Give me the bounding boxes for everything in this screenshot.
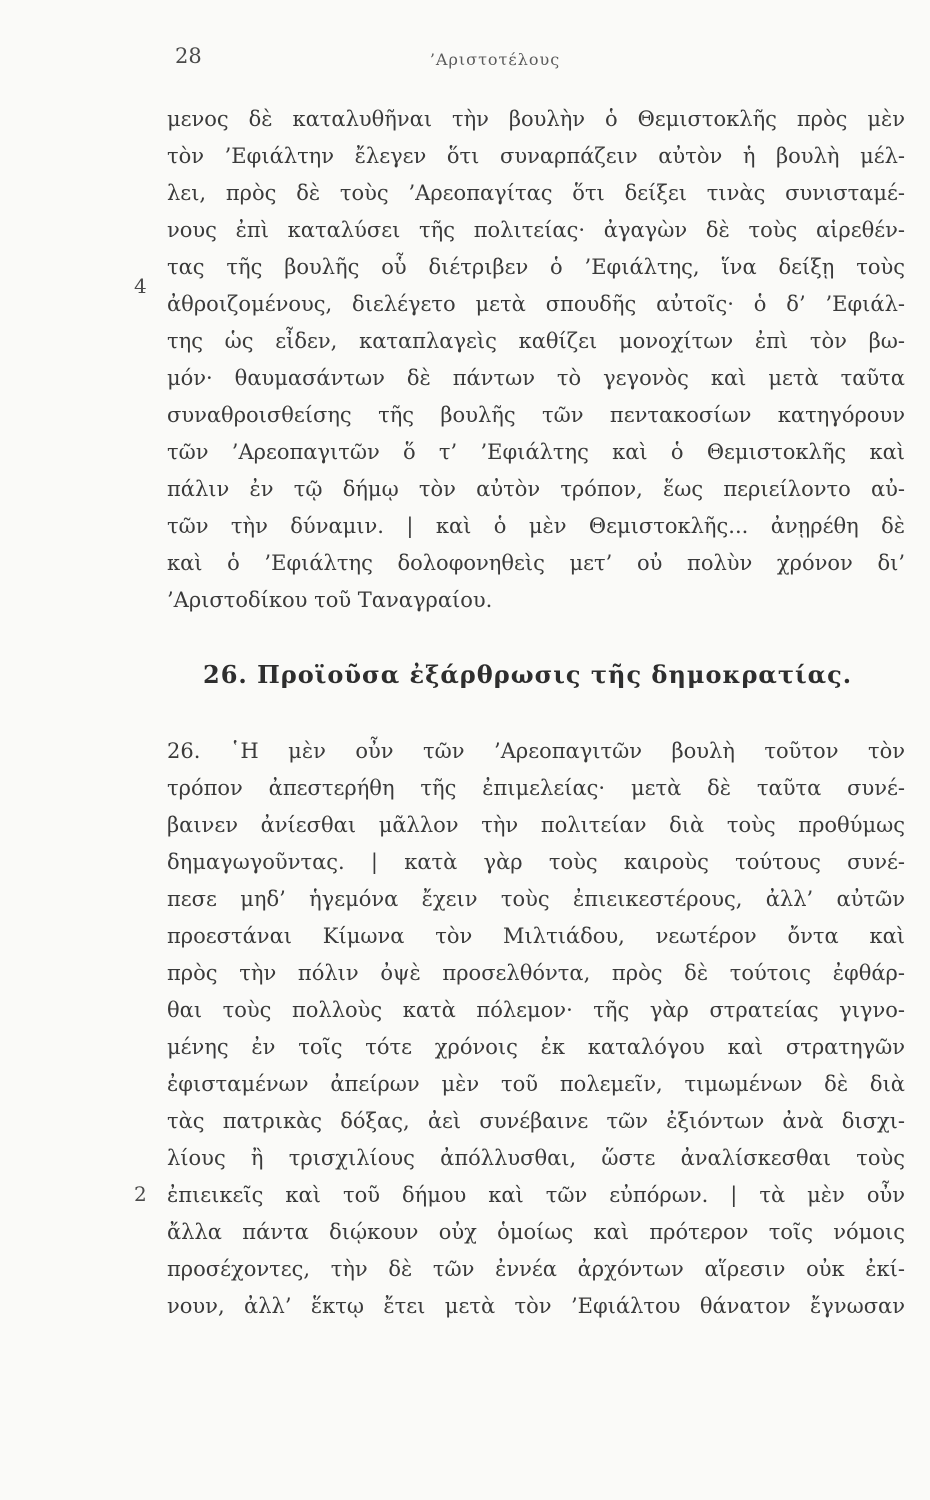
text-line: δημαγωγοῦντας. | κατὰ γὰρ τοὺς καιροὺς τούτους συνέ- [167, 850, 905, 874]
running-head: ’Αριστοτέλους [429, 50, 561, 69]
text-line: μένης ἐν τοῖς τότε χρόνοις ἐκ καταλόγου καὶ στρατηγῶν [167, 1035, 905, 1059]
text-line: τρόπον ἀπεστερήθη τῆς ἐπιμελείας· μετὰ δὲ ταῦτα συνέ- [167, 776, 905, 800]
text-line: τας τῆς βουλῆς οὗ διέτριβεν ὁ ’Εφιάλτης, ἵνα δείξῃ τοὺς [167, 255, 905, 279]
text-line: προσέχοντες, τὴν δὲ τῶν ἐννέα ἀρχόντων αἵρεσιν οὐκ ἐκί- [167, 1257, 905, 1281]
section-heading: 26. Προϊοῦσα ἐξάρθρωσις τῆς δημοκρατίας. [203, 660, 853, 689]
text-line: ἐφισταμένων ἀπείρων μὲν τοῦ πολεμεῖν, τιμωμένων δὲ διὰ [167, 1072, 905, 1096]
text-line: ἀθροιζομένους, διελέγετο μετὰ σπουδῆς αὐτοῖς· ὁ δ’ ’Εφιάλ- [167, 292, 905, 316]
text-line: νουν, ἀλλ’ ἕκτῳ ἔτει μετὰ τὸν ’Εφιάλτου θάνατον ἔγνωσαν [167, 1294, 905, 1318]
text-line: πρὸς τὴν πόλιν ὀψὲ προσελθόντα, πρὸς δὲ τούτοις ἐφθάρ- [167, 961, 905, 985]
text-line: προεστάναι Κίμωνα τὸν Μιλτιάδου, νεωτέρον ὄντα καὶ [167, 924, 905, 948]
text-line: πεσε μηδ’ ἡγεμόνα ἔχειν τοὺς ἐπιεικεστέρους, ἀλλ’ αὐτῶν [167, 887, 905, 911]
margin-line-number: 2 [134, 1182, 147, 1206]
text-line: μόν· θαυμασάντων δὲ πάντων τὸ γεγονὸς καὶ μετὰ ταῦτα [167, 366, 905, 390]
text-line: καὶ ὁ ’Εφιάλτης δολοφονηθεὶς μετ’ οὐ πολὺν χρόνον δι’ [167, 551, 905, 575]
text-line: θαι τοὺς πολλοὺς κατὰ πόλεμον· τῆς γὰρ στρατείας γιγνο- [167, 998, 905, 1022]
text-line: τῶν τὴν δύναμιν. | καὶ ὁ μὲν Θεμιστοκλῆς... ἀνῃρέθη δὲ [167, 514, 905, 538]
margin-line-number: 4 [134, 274, 147, 298]
text-line: νους ἐπὶ καταλύσει τῆς πολιτείας· ἀγαγὼν δὲ τοὺς αἱρεθέν- [167, 218, 905, 242]
text-line: λίους ἢ τρισχιλίους ἀπόλλυσθαι, ὥστε ἀναλίσκεσθαι τοὺς [167, 1146, 905, 1170]
text-line: ἐπιεικεῖς καὶ τοῦ δήμου καὶ τῶν εὐπόρων. | τὰ μὲν οὖν [167, 1183, 905, 1207]
text-line: λει, πρὸς δὲ τοὺς ’Αρεοπαγίτας ὅτι δείξει τινὰς συνισταμέ- [167, 181, 905, 205]
text-line: ἄλλα πάντα διῴκουν οὐχ ὁμοίως καὶ πρότερον τοῖς νόμοις [167, 1220, 905, 1244]
text-line: τῶν ’Αρεοπαγιτῶν ὅ τ’ ’Εφιάλτης καὶ ὁ Θεμιστοκλῆς καὶ [167, 440, 905, 464]
text-line: τὰς πατρικὰς δόξας, ἀεὶ συνέβαινε τῶν ἐξιόντων ἀνὰ δισχι- [167, 1109, 905, 1133]
text-line: μενος δὲ καταλυθῆναι τὴν βουλὴν ὁ Θεμιστοκλῆς πρὸς μὲν [167, 107, 905, 131]
text-line: ’Αριστοδίκου τοῦ Ταναγραίου. [167, 588, 493, 612]
text-line: βαινεν ἀνίεσθαι μᾶλλον τὴν πολιτείαν διὰ τοὺς προθύμως [167, 813, 905, 837]
text-line: τὸν ’Εφιάλτην ἔλεγεν ὅτι συναρπάζειν αὐτὸν ἡ βουλὴ μέλ- [167, 144, 905, 168]
text-line: της ὡς εἶδεν, καταπλαγεὶς καθίζει μονοχίτων ἐπὶ τὸν βω- [167, 329, 905, 353]
text-line: συναθροισθείσης τῆς βουλῆς τῶν πεντακοσίων κατηγόρουν [167, 403, 905, 427]
text-line: 26. ῾Η μὲν οὖν τῶν ’Αρεοπαγιτῶν βουλὴ τοῦτον τὸν [167, 739, 905, 763]
text-line: πάλιν ἐν τῷ δήμῳ τὸν αὐτὸν τρόπον, ἕως περιείλοντο αὐ- [167, 477, 905, 501]
page-number: 28 [175, 44, 202, 68]
